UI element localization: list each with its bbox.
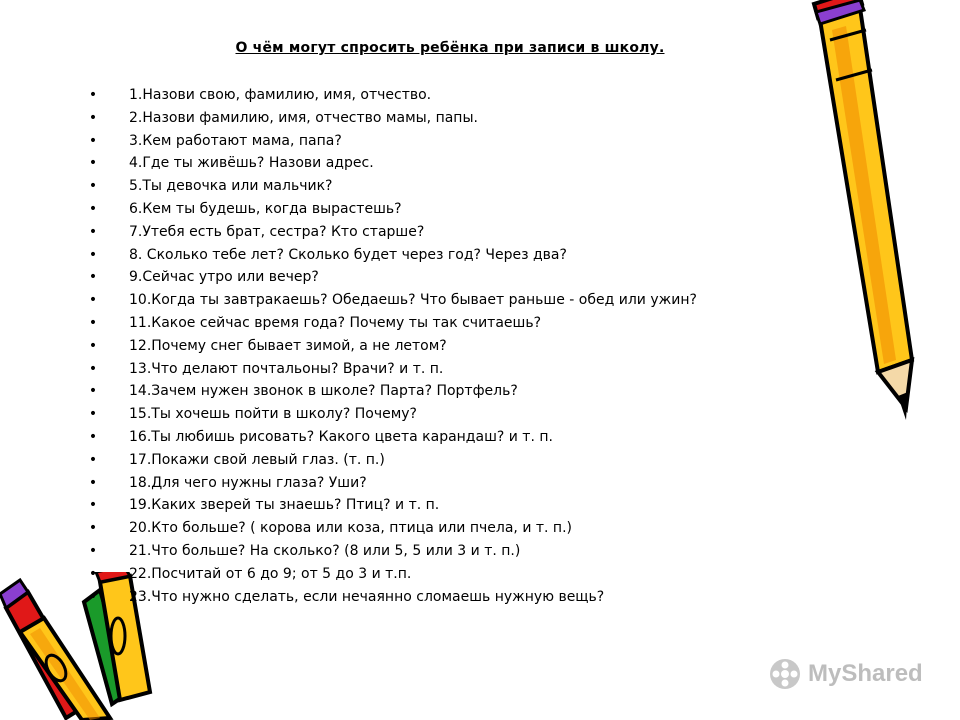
- question-text: 12.Почему снег бывает зимой, а не летом?: [129, 337, 447, 354]
- list-item: [88, 472, 828, 495]
- bullet: •: [88, 406, 98, 423]
- question-text: 4.Где ты живёшь? Назови адрес.: [129, 155, 374, 172]
- question-text: 16.Ты любишь рисовать? Какого цвета карандаш? и т. п.: [129, 428, 553, 445]
- list-item: [88, 358, 828, 381]
- question-text: 6.Кем ты будешь, когда вырастешь?: [129, 200, 402, 217]
- list-item: [88, 426, 828, 449]
- list-item: [88, 266, 828, 289]
- bullet: •: [88, 588, 98, 605]
- question-list: [88, 84, 828, 608]
- question-text: 23.Что нужно сделать, если нечаянно сломаешь нужную вещь?: [129, 588, 605, 605]
- list-item: [88, 335, 828, 358]
- question-text: 3.Кем работают мама, папа?: [129, 132, 342, 149]
- bullet: •: [88, 109, 98, 126]
- bullet: •: [88, 542, 98, 559]
- question-text: 7.Утебя есть брат, сестра? Кто старше?: [129, 223, 425, 240]
- question-text: 14.Зачем нужен звонок в школе? Парта? Портфель?: [129, 383, 518, 400]
- bullet: •: [88, 474, 98, 491]
- bullet: •: [88, 246, 98, 263]
- bullet: •: [88, 337, 98, 354]
- bullet: •: [88, 383, 98, 400]
- list-item: [88, 540, 828, 563]
- list-item: [88, 586, 828, 609]
- list-item: [88, 449, 828, 472]
- bullet: •: [88, 292, 98, 309]
- question-text: 19.Каких зверей ты знаешь? Птиц? и т. п.: [129, 497, 440, 514]
- list-item: [88, 152, 828, 175]
- list-item: [88, 221, 828, 244]
- question-text: 15.Ты хочешь пойти в школу? Почему?: [129, 406, 417, 423]
- list-item: [88, 380, 828, 403]
- question-text: 18.Для чего нужны глаза? Уши?: [129, 474, 367, 491]
- list-item: [88, 312, 828, 335]
- bullet: •: [88, 451, 98, 468]
- bullet: •: [88, 360, 98, 377]
- question-text: 22.Посчитай от 6 до 9; от 5 до 3 и т.п.: [129, 565, 412, 582]
- question-text: 10.Когда ты завтракаешь? Обедаешь? Что бывает раньше - обед или ужин?: [129, 292, 697, 309]
- question-text: 13.Что делают почтальоны? Врачи? и т. п.: [129, 360, 444, 377]
- list-item: [88, 289, 828, 312]
- list-item: [88, 130, 828, 153]
- bullet: •: [88, 520, 98, 537]
- list-item: [88, 175, 828, 198]
- bullet: •: [88, 314, 98, 331]
- question-text: 17.Покажи свой левый глаз. (т. п.): [129, 451, 385, 468]
- film-reel-icon: [768, 657, 802, 691]
- bullet: •: [88, 200, 98, 217]
- bullet: •: [88, 565, 98, 582]
- list-item: [88, 403, 828, 426]
- question-text: 21.Что больше? На сколько? (8 или 5, 5 или 3 и т. п.): [129, 542, 521, 559]
- page-title: О чём могут спросить ребёнка при записи в школу.: [235, 40, 665, 56]
- list-item: [88, 494, 828, 517]
- question-text: 1.Назови свою, фамилию, имя, отчество.: [129, 87, 432, 103]
- list-item: [88, 517, 828, 540]
- list-item: [88, 244, 828, 267]
- watermark: [768, 656, 923, 692]
- question-text: 11.Какое сейчас время года? Почему ты так считаешь?: [129, 314, 542, 331]
- question-text: 2.Назови фамилию, имя, отчество мамы, папы.: [129, 109, 478, 126]
- watermark-text: MyShared: [808, 660, 923, 687]
- bullet: •: [88, 428, 98, 445]
- bullet: •: [88, 178, 98, 195]
- question-text: 20.Кто больше? ( корова или коза, птица или пчела, и т. п.): [129, 520, 572, 537]
- list-item: [88, 84, 828, 107]
- bullet: •: [88, 87, 98, 103]
- list-item: [88, 563, 828, 586]
- question-text: 8. Сколько тебе лет? Сколько будет через год? Через два?: [129, 246, 567, 263]
- bullet: •: [88, 132, 98, 149]
- bullet: •: [88, 223, 98, 240]
- bullet: •: [88, 497, 98, 514]
- bullet: •: [88, 269, 98, 286]
- question-text: 5.Ты девочка или мальчик?: [129, 178, 333, 195]
- question-text: 9.Сейчас утро или вечер?: [129, 269, 319, 286]
- list-item: [88, 198, 828, 221]
- bullet: •: [88, 155, 98, 172]
- list-item: [88, 107, 828, 130]
